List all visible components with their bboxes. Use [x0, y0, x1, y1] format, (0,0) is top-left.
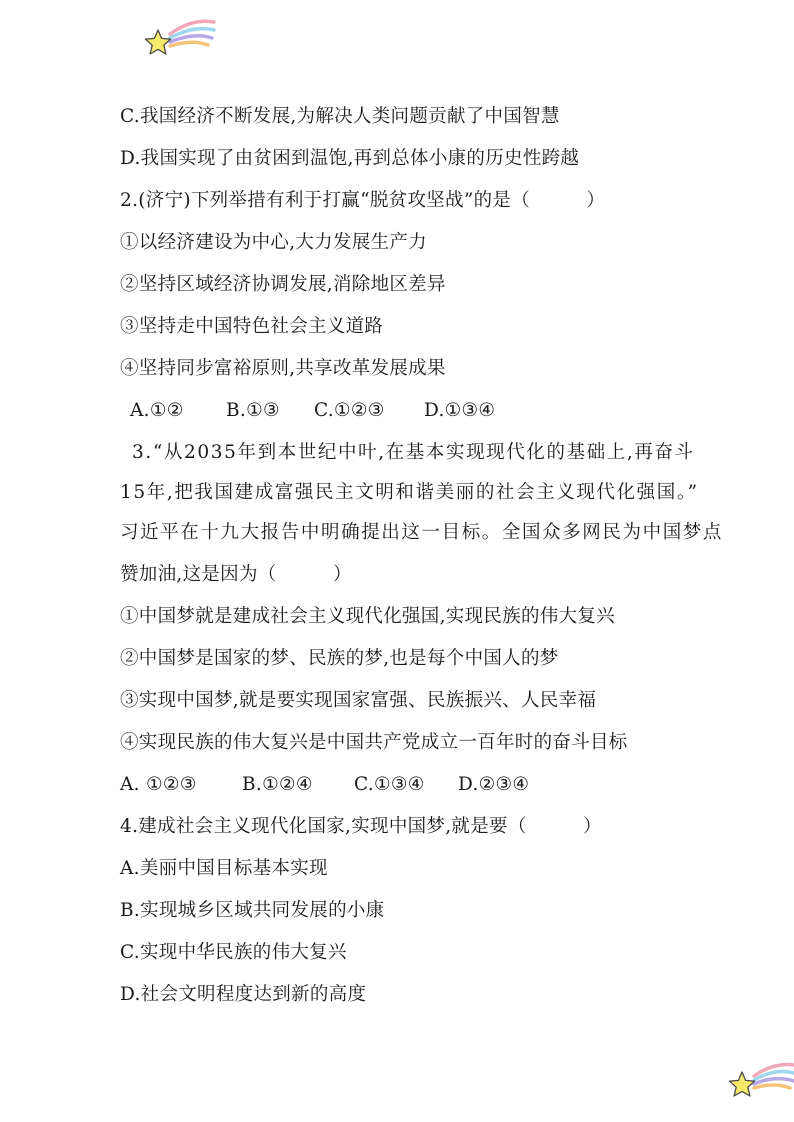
q3-item-4: ④实现民族的伟大复兴是中国共产党成立一百年时的奋斗目标	[120, 732, 628, 753]
q4-stem: 4.建成社会主义现代化国家,实现中国梦,就是要（ ）	[120, 816, 602, 837]
q3-stem-line-4: 赞加油,这是因为（ ）	[120, 564, 352, 585]
q3-item-2: ②中国梦是国家的梦、民族的梦,也是每个中国人的梦	[120, 648, 559, 669]
q3-stem-line-3: 习近平在十九大报告中明确提出这一目标。全国众多网民为中国梦点	[120, 522, 724, 543]
q2-option-c: C.①②③	[314, 400, 385, 421]
q2-item-1: ①以经济建设为中心,大力发展生产力	[120, 232, 427, 253]
q3-option-d: D.②③④	[458, 774, 530, 795]
q4-option-b: B.实现城乡区域共同发展的小康	[120, 900, 385, 921]
q4-option-d: D.社会文明程度达到新的高度	[120, 984, 367, 1005]
q4-option-c: C.实现中华民族的伟大复兴	[120, 942, 347, 963]
q2-stem: 2.(济宁)下列举措有利于打赢“脱贫攻坚战”的是（ ）	[120, 190, 606, 211]
q2-option-d: D.①③④	[424, 400, 496, 421]
q4-option-a: A.美丽中国目标基本实现	[120, 858, 328, 879]
q3-stem-line-2: 15年,把我国建成富强民主文明和谐美丽的社会主义现代化强国。”	[120, 482, 699, 503]
q2-option-b: B.①③	[226, 400, 280, 421]
q2-item-2: ②坚持区域经济协调发展,消除地区差异	[120, 274, 446, 295]
q3-option-c: C.①③④	[354, 774, 425, 795]
q2-item-3: ③坚持走中国特色社会主义道路	[120, 316, 384, 337]
q3-option-a: A. ①②③	[120, 774, 197, 795]
q1-option-d: D.我国实现了由贫困到温饱,再到总体小康的历史性跨越	[120, 148, 580, 169]
q2-item-4: ④坚持同步富裕原则,共享改革发展成果	[120, 358, 446, 379]
q2-options	[130, 399, 495, 423]
q3-stem-line-1: 3.“从2035年到本世纪中叶,在基本实现现代化的基础上,再奋斗	[132, 442, 695, 463]
q2-option-a: A.①②	[130, 400, 184, 421]
q3-options	[120, 773, 529, 797]
shooting-star-icon	[724, 1056, 794, 1102]
q3-option-b: B.①②④	[242, 774, 313, 795]
q1-option-c: C.我国经济不断发展,为解决人类问题贡献了中国智慧	[120, 106, 560, 127]
shooting-star-icon	[140, 14, 216, 60]
q3-item-1: ①中国梦就是建成社会主义现代化强国,实现民族的伟大复兴	[120, 606, 615, 627]
q3-item-3: ③实现中国梦,就是要实现国家富强、民族振兴、人民幸福	[120, 690, 597, 711]
